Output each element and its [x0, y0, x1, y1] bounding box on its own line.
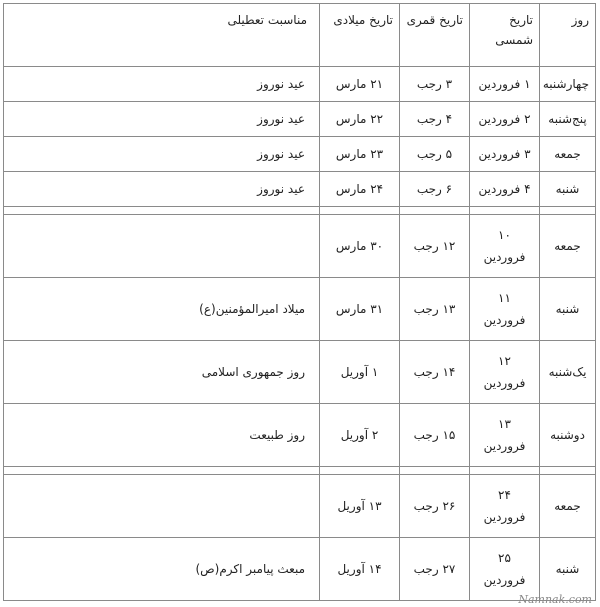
cell-shamsi: ۱ فروردین: [470, 67, 540, 102]
cell-occasion: عید نوروز: [4, 137, 320, 172]
cell-miladi: ۲ آوریل: [320, 404, 400, 467]
cell-ghamari: ۱۵ رجب: [400, 404, 470, 467]
cell-ghamari: ۲۶ رجب: [400, 475, 470, 538]
holiday-table: [3, 3, 596, 601]
cell-day: پنج‌شنبه: [540, 102, 596, 137]
cell-occasion: میلاد امیرالمؤمنین(ع): [4, 278, 320, 341]
cell-occasion: عید نوروز: [4, 172, 320, 207]
cell-occasion: مبعث پیامبر اکرم(ص): [4, 538, 320, 601]
cell-day: جمعه: [540, 137, 596, 172]
cell-day: چهارشنبه: [540, 67, 596, 102]
cell-occasion: [4, 475, 320, 538]
table-row: [4, 341, 596, 404]
separator-row: [4, 467, 596, 475]
header-shamsi: تاریخ شمسی: [470, 4, 540, 67]
table-row: [4, 475, 596, 538]
cell-ghamari: ۱۴ رجب: [400, 341, 470, 404]
cell-shamsi: ۲۴ فروردین: [470, 475, 540, 538]
cell-occasion: روز طبیعت: [4, 404, 320, 467]
cell-miladi: ۱۳ آوریل: [320, 475, 400, 538]
table-row: [4, 172, 596, 207]
header-miladi: تاریخ میلادی: [320, 4, 400, 67]
cell-miladi: ۲۱ مارس: [320, 67, 400, 102]
header-occasion: مناسبت تعطیلی: [4, 4, 320, 67]
cell-ghamari: ۶ رجب: [400, 172, 470, 207]
cell-occasion: عید نوروز: [4, 67, 320, 102]
header-ghamari: تاریخ قمری: [400, 4, 470, 67]
cell-ghamari: ۴ رجب: [400, 102, 470, 137]
cell-occasion: [4, 215, 320, 278]
table-row: [4, 137, 596, 172]
cell-occasion: روز جمهوری اسلامی: [4, 341, 320, 404]
cell-miladi: ۱ آوریل: [320, 341, 400, 404]
table-row: [4, 404, 596, 467]
cell-miladi: ۳۱ مارس: [320, 278, 400, 341]
header-row: [4, 4, 596, 67]
cell-miladi: ۲۳ مارس: [320, 137, 400, 172]
table-row: [4, 67, 596, 102]
cell-day: جمعه: [540, 215, 596, 278]
cell-shamsi: ۲۵ فروردین: [470, 538, 540, 601]
cell-shamsi: ۱۲ فروردین: [470, 341, 540, 404]
cell-ghamari: ۱۲ رجب: [400, 215, 470, 278]
cell-miladi: ۳۰ مارس: [320, 215, 400, 278]
cell-shamsi: ۱۳ فروردین: [470, 404, 540, 467]
cell-shamsi: ۱۰ فروردین: [470, 215, 540, 278]
cell-day: شنبه: [540, 278, 596, 341]
watermark: Namnak.com: [518, 593, 592, 606]
cell-ghamari: ۱۳ رجب: [400, 278, 470, 341]
cell-shamsi: ۲ فروردین: [470, 102, 540, 137]
header-day: روز: [540, 4, 596, 67]
cell-shamsi: ۴ فروردین: [470, 172, 540, 207]
table-row: [4, 538, 596, 601]
table-row: [4, 278, 596, 341]
cell-ghamari: ۲۷ رجب: [400, 538, 470, 601]
cell-miladi: ۲۴ مارس: [320, 172, 400, 207]
cell-miladi: ۱۴ آوریل: [320, 538, 400, 601]
table-row: [4, 215, 596, 278]
separator-row: [4, 207, 596, 215]
cell-miladi: ۲۲ مارس: [320, 102, 400, 137]
cell-shamsi: ۳ فروردین: [470, 137, 540, 172]
cell-shamsi: ۱۱ فروردین: [470, 278, 540, 341]
cell-ghamari: ۳ رجب: [400, 67, 470, 102]
cell-day: شنبه: [540, 538, 596, 601]
cell-day: دوشنبه: [540, 404, 596, 467]
cell-day: شنبه: [540, 172, 596, 207]
cell-occasion: عید نوروز: [4, 102, 320, 137]
cell-day: جمعه: [540, 475, 596, 538]
table-row: [4, 102, 596, 137]
cell-ghamari: ۵ رجب: [400, 137, 470, 172]
cell-day: یک‌شنبه: [540, 341, 596, 404]
